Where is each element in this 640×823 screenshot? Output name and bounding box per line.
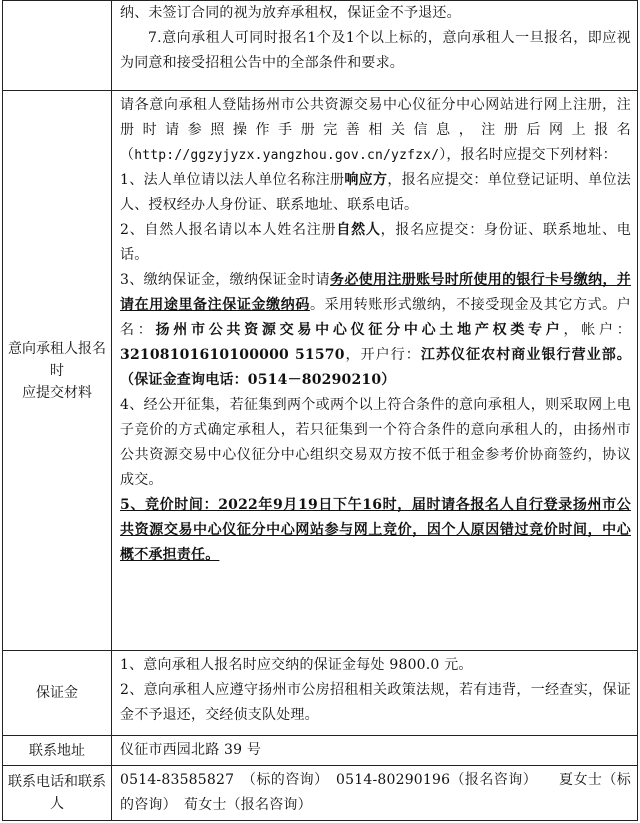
item-3-text-a: 3、缴纳保证金，缴纳保证金时请: [120, 272, 330, 288]
item-2-text-a: 2、自然人报名请以本人姓名注册: [120, 222, 337, 238]
item-3-text-d: ，开户行：: [344, 347, 421, 363]
materials-intro-b: ），报名时应提交下列材料：: [439, 147, 617, 163]
address-label: 联系地址: [29, 742, 85, 759]
contact-label-cell: [3, 766, 112, 821]
materials-item-2: [120, 218, 631, 268]
bank-name: 江苏仪征农村商业银行营业部。（保证金查询电话：0514－80290210）: [120, 347, 632, 388]
materials-item-1: [120, 168, 631, 218]
item-3-text-c: ，帐户：: [563, 322, 631, 338]
announcement-table: [2, 0, 638, 821]
item-1-bold: 响应方: [344, 172, 388, 188]
item-2-bold: 自然人: [336, 222, 381, 238]
account-number: 32108101610100000 51570: [120, 347, 345, 363]
materials-content-cell: [112, 91, 638, 651]
materials-intro: [120, 93, 631, 168]
materials-intro-a: 请各意向承租人登陆扬州市公共资源交易中心仪征分中心网站进行网上注册，注册时请参照操作手册完善相关信息，注册后网上报名（: [120, 97, 631, 163]
terms-row: [3, 1, 638, 91]
deposit-label: 保证金: [36, 685, 78, 701]
deposit-row: [3, 651, 638, 736]
contact-content-cell: [112, 766, 638, 821]
address-row: [3, 736, 638, 766]
item-3-text-b: 。采用转账形式缴纳，不接受现金及其它方式。户名：: [120, 297, 631, 338]
deposit-content-cell: [112, 651, 638, 736]
contact-row: [3, 766, 638, 821]
contact-value: 0514-83585827 （标的咨询） 0514-80290196（报名咨询） 夏女士（标的咨询） 荀女士（报名咨询）: [120, 772, 631, 813]
terms-label-cell: [3, 1, 112, 91]
materials-label-line-2: 时: [50, 362, 64, 379]
materials-item-4: 4、经公开征集，若征集到两个或两个以上符合条件的意向承租人，则采取网上电子竞价的方式确定承租人，若只征集到一个符合条件的意向承租人的，由扬州市公共资源交易中心仪征分中心组织交易双方按不低于租金参考价协商签约，协议成交。: [120, 397, 631, 488]
deposit-paragraph-2: 2、意向承租人应遵守扬州市公房招租相关政策法规，若有违背，一经查实，保证金不予退还，交经侦支队处理。: [120, 682, 631, 723]
materials-row: [3, 91, 638, 651]
item-1-text-a: 1、法人单位请以法人单位名称注册: [120, 172, 345, 188]
item-3-bold-underlined: 务必使用注册账号时所使用的银行卡号缴纳，并请在用途里备注保证金缴纳码: [120, 272, 631, 313]
materials-item-3: [120, 268, 631, 393]
item-1-text-b: ，报名应提交：单位登记证明、单位法人、授权经办人身份证、联系地址、联系电话。: [120, 172, 632, 213]
terms-paragraph-2: 7.意向承租人可同时报名1个及1个以上标的，意向承租人一旦报名，即应视为同意和接受招租公告中的全部条件和要求。: [120, 30, 631, 71]
registration-url-link[interactable]: http://ggzyjyzx.yangzhou.gov.cn/yzfzx/: [134, 148, 440, 163]
contact-label: 联系电话和联系人: [8, 774, 106, 812]
address-label-cell: [3, 736, 112, 766]
materials-label-cell: [3, 91, 112, 651]
terms-content-cell: [112, 1, 638, 91]
materials-label-line-3: 应提交材料: [22, 384, 92, 401]
account-name: 扬州市公共资源交易中心仪征分中心土地产权类专户: [155, 322, 564, 338]
item-2-text-b: ，报名应提交：身份证、联系地址、电话。: [120, 222, 631, 263]
deposit-label-cell: [3, 651, 112, 736]
materials-item-5: 5、竞价时间：2022年9月19日下午16时，届时请各报名人自行登录扬州市公共资源交易中心仪征分中心网站参与网上竞价，因个人原因错过竞价时间，中心概不承担责任。: [120, 497, 631, 563]
materials-label-line-1: 意向承租人报名: [8, 340, 106, 357]
address-content-cell: [112, 736, 638, 766]
deposit-paragraph-1: 1、意向承租人报名时应交纳的保证金每处 9800.0 元。: [120, 657, 473, 673]
address-value: 仪征市西园北路 39 号: [120, 742, 262, 758]
terms-paragraph-1: 纳、未签订合同的视为放弃承租权，保证金不予退还。: [120, 5, 461, 21]
